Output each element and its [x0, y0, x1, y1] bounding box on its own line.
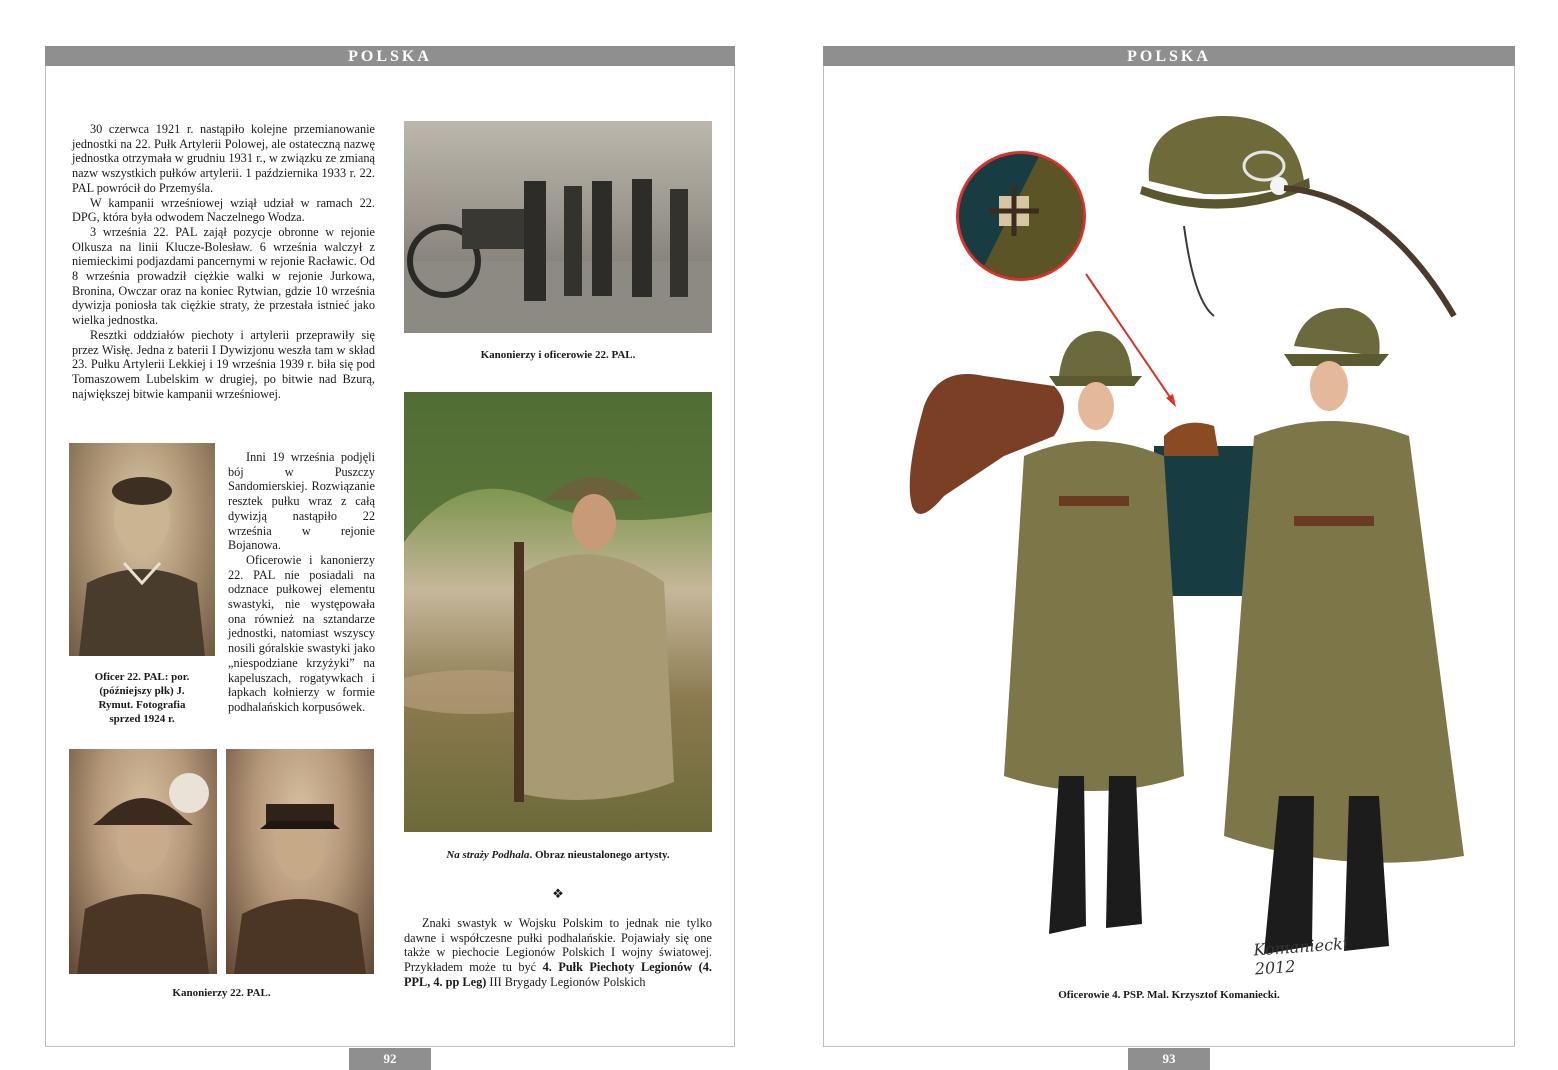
separator-ornament: ❖: [552, 886, 564, 901]
painting-figure: [404, 392, 712, 832]
gunner-1-figure: [69, 749, 217, 974]
bottom-text-plain: Znaki swastyk w Wojsku Polskim to jednak nie tylko dawne i współczesne pułki podhalańskie. Pojawiały się one także w piechocie Legionów Polskich I wojny światowej. Przykładem może tu być: [404, 916, 712, 975]
paragraph: Resztki oddziałów piechoty i artylerii przeprawiły się przez Wisłę. Jedna z baterii I Dywizjonu weszła tam w skład 23. Pułku Artylerii Lekkiej i 19 września 1939 r. biła się pod Tomaszowem Lubelskim w drugiej, po bitwie nad Bzurą, największej bitwie kampanii wrześniowej.: [72, 327, 375, 401]
paragraph: Oficerowie i kanonierzy 22. PAL nie posiadali na odznace pułkowej elementu swastyki, nie występowała ona również na sztandarze jednostki, natomiast wszyscy nosili góralskie swastyki jako „niespodziane krzyżyki” na kapeluszach, rogatywkach i łapkach kołnierzy w formie podhalańskich korpusówek.: [228, 552, 375, 714]
bottom-text-column: [404, 916, 712, 990]
page-number: 93: [1128, 1048, 1210, 1070]
officer-portrait-photo: [69, 443, 215, 656]
painting-caption-rest: . Obraz nieustalonego artysty.: [529, 849, 670, 861]
artist-signature: Komaniecki 2012: [1252, 933, 1349, 979]
gun-crew-scene: [404, 121, 712, 333]
paragraph: Inni 19 września podjęli bój w Puszczy Sandomierskiej. Rozwiązanie resztek pułku wraz z całą dywizją nastąpiło 22 września w rejonie Bojanowa.: [228, 450, 375, 553]
gunner-photo-2: [226, 749, 374, 974]
paragraph: 3 września 22. PAL zajął pozycje obronne w rejonie Olkusza na linii Klucze-Bolesław. 6 września walczył z niemieckimi podjazdami pancernymi w rejonie Racławic. Od 8 września prowadził ciężkie walki w rejonie Jurkowa, Bronina, Owczar oraz na koniec Rytwian, gdzie 10 września dywizja poniosła tak ciężkie straty, że przestała istnieć jako wielka jednostka.: [72, 224, 375, 328]
gun-crew-caption: Kanonierzy i oficerowie 22. PAL.: [480, 349, 636, 361]
gun-crew-photo: [404, 121, 712, 333]
gunner-2-figure: [226, 749, 374, 974]
gunner-photo-1: [69, 749, 217, 974]
gunners-caption: Kanonierzy 22. PAL.: [172, 987, 271, 999]
paragraph: [404, 916, 712, 990]
painting-title: Na straży Podhala: [446, 849, 530, 861]
portrait-figure: [69, 443, 215, 656]
illustration-caption: Oficerowie 4. PSP. Mal. Krzysztof Komaniecki.: [1058, 989, 1280, 1001]
uniform-illustration: [824, 76, 1514, 956]
paragraph: W kampanii wrześniowej wziął udział w ramach 22. DPG, która była odwodem Naczelnego Wodza.: [72, 195, 375, 225]
running-header: POLSKA: [823, 46, 1515, 66]
paragraph: 30 czerwca 1921 r. nastąpiło kolejne przemianowanie jednostki na 22. Pułk Artylerii Polowej, ale ostateczną nazwę jednostka otrzymała w grudniu 1931 r., w związku ze zmianą nazw wszystkich pułków artylerii. 1 października 1933 r. 22. PAL powrócił do Przemyśla.: [72, 122, 375, 195]
bottom-text-bold: 4. Pułk Piechoty Legionów (4. PPL, 4. pp Leg): [404, 960, 712, 989]
page-number: 92: [349, 1048, 431, 1070]
soldier-right: [1224, 308, 1464, 954]
painting-caption: [404, 848, 712, 862]
right-page: [823, 46, 1515, 1066]
left-page: [45, 46, 735, 1066]
narrow-text-column: [228, 450, 375, 715]
officer-caption: Oficer 22. PAL: por. (późniejszy płk) J. Rymut. Fotografia sprzed 1924 r.: [94, 671, 190, 725]
hat-with-feather: [1140, 116, 1454, 316]
bottom-text-end: III Brygady Legionów Polskich: [486, 974, 646, 989]
main-text-column: [72, 122, 375, 401]
insignia-magnifier: [954, 146, 1094, 286]
running-header: POLSKA: [45, 46, 735, 66]
painting-na-strazy-podhala: [404, 392, 712, 832]
